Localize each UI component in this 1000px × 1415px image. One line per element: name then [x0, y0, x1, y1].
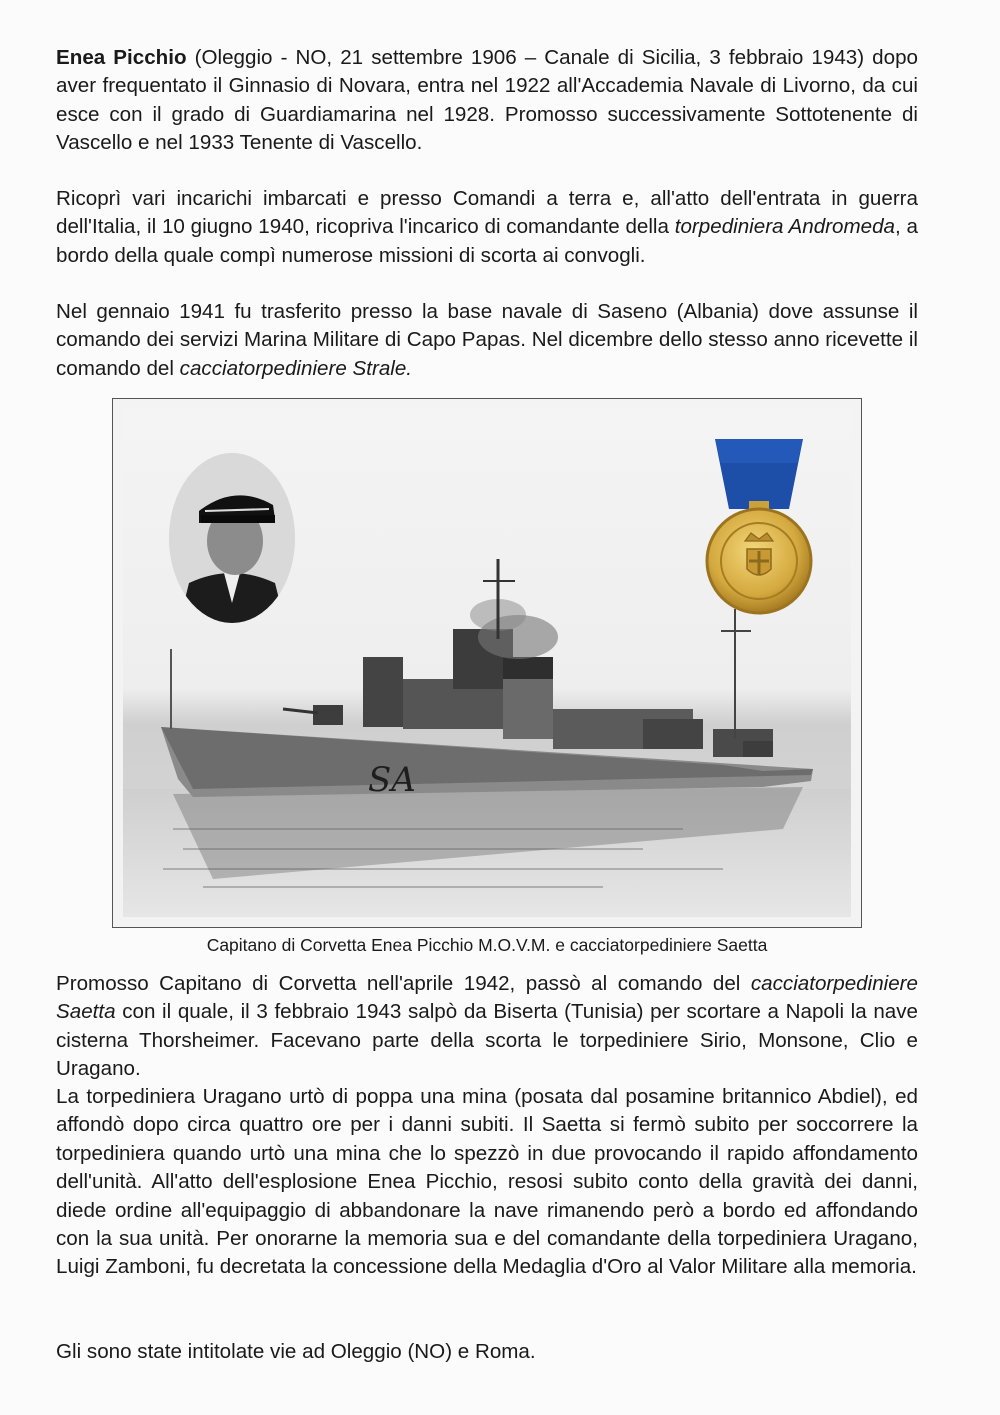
- medal-icon: [693, 439, 825, 619]
- gold-medal: [693, 439, 825, 619]
- officer-portrait: [169, 453, 295, 623]
- person-name: Enea Picchio: [56, 46, 187, 69]
- transfer-paragraph: [56, 298, 918, 383]
- photo-figure: [112, 398, 862, 928]
- sinking-paragraph: La torpediniera Uragano urtò di poppa una mina (posata dal posamine britannico Abdiel), ed affondò dopo circa quattro ore per i danni subiti. Il Saetta si fermò subito per soccorrere la torpediniera quando urtò una mina che lo spezzò in due provocando il rapido affondamento dell'unità. All'atto dell'esplosione Enea Picchio, resosi subito conto della gravità dei danni, diede ordine all'equipaggio di abbandonare la nave rimanendo però a bordo ed affondando con la sua unità. Per onorarne la memoria sua e del comandante della torpediniera Uragano, Luigi Zamboni, fu decretata la concessione della Medaglia d'Oro al Valor Militare alla memoria.: [56, 1085, 918, 1279]
- saetta-paragraph: [56, 970, 918, 1084]
- intro-paragraph: [56, 44, 918, 158]
- ship-name-strale: cacciatorpediniere Strale.: [179, 356, 413, 380]
- career-paragraph: [56, 185, 918, 270]
- career-text: Ricoprì vari incarichi imbarcati e presso Comandi a terra e, all'atto dell'entrata in guerra dell'Italia, il 10 giugno 1940, ricopriva l'incarico di comandante della: [56, 187, 918, 239]
- ship-name-saetta: cacciatorpediniere Saetta: [56, 972, 918, 1024]
- intro-text: (Oleggio - NO, 21 settembre 1906 – Canale di Sicilia, 3 febbraio 1943) dopo aver frequentato il Ginnasio di Novara, entra nel 1922 all'Accademia Navale di Livorno, da cui esce con il grado di Guardiamarina nel 1928. Promosso successivamente Sottotenente di Vascello e nel 1933 Tenente di Vascello.: [56, 46, 918, 155]
- career-text-end: , a bordo della quale compì numerose missioni di scorta ai convogli.: [56, 215, 918, 267]
- saetta-text-end: con il quale, il 3 febbraio 1943 salpò da Biserta (Tunisia) per scortare a Napoli la nave cisterna Thorsheimer. Facevano parte della scorta le torpediniere Sirio, Monsone, Clio e Uragano.: [56, 1000, 918, 1081]
- portrait-photo: [169, 453, 295, 623]
- hull-marking: SA: [368, 760, 416, 800]
- ship-photo: [123, 409, 851, 917]
- transfer-text: Nel gennaio 1941 fu trasferito presso la base navale di Saseno (Albania) dove assunse il comando dei servizi Marina Militare di Capo Papas. Nel dicembre dello stesso anno ricevette il comando del: [56, 300, 918, 380]
- ship-name-andromeda: torpediniera Andromeda: [674, 215, 896, 239]
- memorial-paragraph: Gli sono state intitolate vie ad Oleggio (NO) e Roma.: [56, 1340, 536, 1363]
- figure-caption: Capitano di Corvetta Enea Picchio M.O.V.M. e cacciatorpediniere Saetta: [206, 935, 768, 955]
- saetta-text: Promosso Capitano di Corvetta nell'aprile 1942, passò al comando del: [56, 972, 751, 995]
